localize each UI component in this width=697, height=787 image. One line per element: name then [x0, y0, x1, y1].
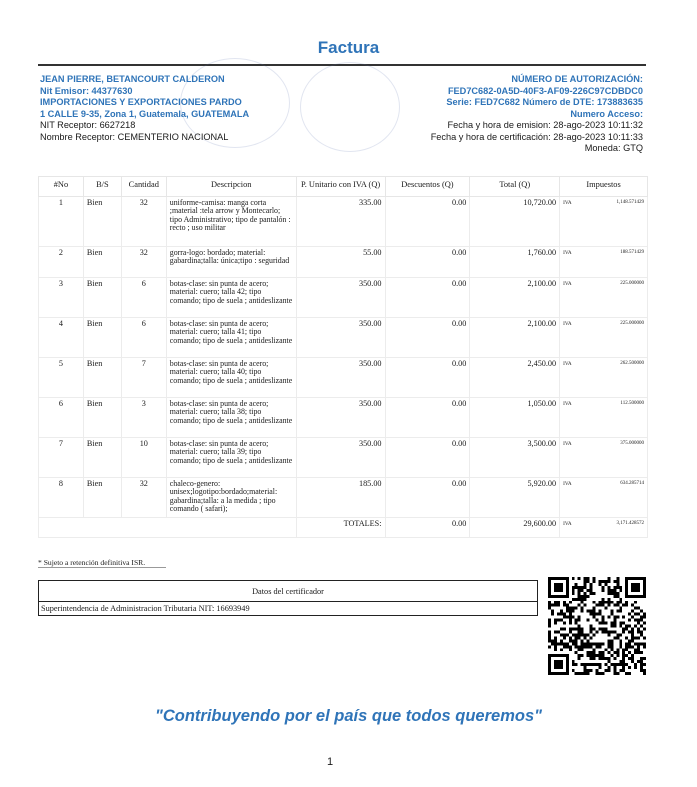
- row-tax: [560, 318, 648, 358]
- row-disc: 0.00: [385, 358, 470, 398]
- row-desc: botas-clase: sin punta de acero; material: cuero; talla 39; tipo comando; tipo de suela ; antideslizante: [166, 438, 296, 478]
- row-total: 1,050.00: [470, 398, 560, 438]
- row-price: 350.00: [296, 318, 385, 358]
- table-row: [39, 278, 648, 318]
- row-desc: botas-clase: sin punta de acero; material: cuero; talla 42; tipo comando; tipo de suela ; antideslizante: [166, 278, 296, 318]
- row-total: 2,450.00: [470, 358, 560, 398]
- row-desc: chaleco-genero: unisex;logotipo:bordado;material: gabardina;talla: a la medida ; tipo comando ( safari);: [166, 478, 296, 518]
- row-disc: 0.00: [385, 318, 470, 358]
- row-bs: Bien: [83, 438, 121, 478]
- row-disc: 0.00: [385, 478, 470, 518]
- header-no: #No: [39, 177, 84, 197]
- row-desc: botas-clase: sin punta de acero; material: cuero; talla 40; tipo comando; tipo de suela ; antideslizante: [166, 358, 296, 398]
- tax-label: IVA: [563, 441, 572, 447]
- row-tax: [560, 478, 648, 518]
- header-descuentos: Descuentos (Q): [385, 177, 470, 197]
- slogan: "Contribuyendo por el país que todos queremos": [155, 707, 542, 725]
- table-row: [39, 197, 648, 247]
- row-qty: 6: [121, 318, 166, 358]
- items-table: [38, 176, 648, 538]
- row-tax: [560, 438, 648, 478]
- table-row: [39, 358, 648, 398]
- row-price: 185.00: [296, 478, 385, 518]
- tax-amount: 225.000000: [620, 281, 644, 286]
- authorization-label: NÚMERO DE AUTORIZACIÓN:: [511, 74, 643, 84]
- totals-row: [39, 518, 648, 538]
- row-no: 5: [39, 358, 84, 398]
- row-price: 335.00: [296, 197, 385, 247]
- row-qty: 6: [121, 278, 166, 318]
- row-disc: 0.00: [385, 247, 470, 278]
- page-number: 1: [326, 756, 334, 768]
- tax-amount: 634.285714: [620, 481, 644, 486]
- row-tax: [560, 358, 648, 398]
- isr-note: * Sujeto a retención definitiva ISR.: [38, 558, 146, 567]
- serie-dte: Serie: FED7C682 Número de DTE: 173883635: [446, 97, 643, 107]
- tax-label: IVA: [563, 321, 572, 327]
- table-header-row: [39, 177, 648, 197]
- emisor-block: [40, 74, 340, 143]
- moneda: Moneda: GTQ: [584, 143, 643, 153]
- row-price: 350.00: [296, 438, 385, 478]
- header-total: Total (Q): [470, 177, 560, 197]
- tax-amount: 188.571429: [620, 250, 644, 255]
- row-disc: 0.00: [385, 278, 470, 318]
- row-qty: 32: [121, 197, 166, 247]
- table-row: [39, 318, 648, 358]
- table-row: [39, 438, 648, 478]
- row-total: 2,100.00: [470, 318, 560, 358]
- row-total: 3,500.00: [470, 438, 560, 478]
- row-total: 5,920.00: [470, 478, 560, 518]
- fecha-emision: Fecha y hora de emision: 28-ago-2023 10:11:32: [447, 120, 643, 130]
- row-desc: uniforme-camisa: manga corta ;material :tela arrow y Montecarlo; tipo Administrativo; tipo de pantalón : recto ; uso militar: [166, 197, 296, 247]
- totals-label: TOTALES:: [296, 518, 385, 538]
- row-no: 2: [39, 247, 84, 278]
- row-bs: Bien: [83, 247, 121, 278]
- nit-emisor: Nit Emisor: 44377630: [40, 85, 133, 96]
- table-row: [39, 247, 648, 278]
- row-no: 4: [39, 318, 84, 358]
- row-disc: 0.00: [385, 197, 470, 247]
- totals-tax: [560, 518, 648, 538]
- fecha-certificacion: Fecha y hora de certificación: 28-ago-2023 10:11:33: [430, 131, 643, 142]
- tax-amount: 375.000000: [620, 441, 644, 446]
- authorization-block: [323, 74, 643, 155]
- row-qty: 7: [121, 358, 166, 398]
- tax-amount: 225.000000: [620, 321, 644, 326]
- row-disc: 0.00: [385, 398, 470, 438]
- tax-label: IVA: [563, 521, 572, 527]
- emisor-company: IMPORTACIONES Y EXPORTACIONES PARDO: [40, 97, 242, 107]
- row-qty: 10: [121, 438, 166, 478]
- tax-label: IVA: [563, 200, 572, 206]
- authorization-number: FED7C682-0A5D-40F3-AF09-226C97CDBDC0: [447, 85, 643, 96]
- emisor-address: 1 CALLE 9-35, Zona 1, Guatemala, GUATEMALA: [40, 108, 250, 119]
- row-no: 3: [39, 278, 84, 318]
- nombre-receptor: Nombre Receptor: CEMENTERIO NACIONAL: [40, 131, 229, 142]
- row-tax: [560, 247, 648, 278]
- tax-label: IVA: [563, 481, 572, 487]
- row-qty: 3: [121, 398, 166, 438]
- row-bs: Bien: [83, 398, 121, 438]
- table-row: [39, 398, 648, 438]
- row-desc: botas-clase: sin punta de acero; material: cuero; talla 38; tipo comando; tipo de suela ; antideslizante: [166, 398, 296, 438]
- emisor-name: JEAN PIERRE, BETANCOURT CALDERON: [40, 74, 225, 84]
- tax-amount: 3,171.428572: [616, 521, 644, 526]
- totals-total: 29,600.00: [470, 518, 560, 538]
- certifier-name: Superintendencia de Administracion Tributaria NIT: 16693949: [41, 604, 250, 613]
- nit-receptor: NIT Receptor: 6627218: [40, 120, 136, 130]
- tax-label: IVA: [563, 281, 572, 287]
- row-total: 1,760.00: [470, 247, 560, 278]
- row-no: 8: [39, 478, 84, 518]
- row-price: 55.00: [296, 247, 385, 278]
- row-total: 10,720.00: [470, 197, 560, 247]
- row-bs: Bien: [83, 478, 121, 518]
- tax-amount: 112.500000: [620, 401, 644, 406]
- row-disc: 0.00: [385, 438, 470, 478]
- row-bs: Bien: [83, 197, 121, 247]
- row-price: 350.00: [296, 278, 385, 318]
- tax-label: IVA: [563, 250, 572, 256]
- header-impuestos: Impuestos: [560, 177, 648, 197]
- row-price: 350.00: [296, 358, 385, 398]
- row-desc: botas-clase: sin punta de acero; material: cuero; talla 41; tipo comando; tipo de suela ; antideslizante: [166, 318, 296, 358]
- row-tax: [560, 398, 648, 438]
- tax-label: IVA: [563, 401, 572, 407]
- row-bs: Bien: [83, 278, 121, 318]
- table-row: [39, 478, 648, 518]
- tax-amount: 262.500000: [620, 361, 644, 366]
- header-cantidad: Cantidad: [121, 177, 166, 197]
- row-tax: [560, 197, 648, 247]
- row-desc: gorra-logo: bordado; material: gabardina;talla: única;tipo : seguridad: [166, 247, 296, 278]
- header-precio: P. Unitario con IVA (Q): [296, 177, 385, 197]
- header-bs: B/S: [83, 177, 121, 197]
- row-no: 1: [39, 197, 84, 247]
- row-price: 350.00: [296, 398, 385, 438]
- certifier-box: [38, 580, 538, 616]
- tax-label: IVA: [563, 361, 572, 367]
- row-tax: [560, 278, 648, 318]
- row-qty: 32: [121, 247, 166, 278]
- header-descripcion: Descripcion: [166, 177, 296, 197]
- isr-underline: [38, 567, 166, 568]
- row-bs: Bien: [83, 318, 121, 358]
- qr-code: [548, 577, 646, 675]
- totals-disc: 0.00: [385, 518, 470, 538]
- totals-spacer: [39, 518, 297, 538]
- row-total: 2,100.00: [470, 278, 560, 318]
- row-qty: 32: [121, 478, 166, 518]
- numero-acceso: Numero Acceso:: [570, 108, 643, 119]
- row-bs: Bien: [83, 358, 121, 398]
- row-no: 6: [39, 398, 84, 438]
- certifier-heading: Datos del certificador: [39, 581, 537, 602]
- row-no: 7: [39, 438, 84, 478]
- document-title: Factura: [317, 38, 380, 57]
- tax-amount: 1,148.571429: [616, 200, 644, 205]
